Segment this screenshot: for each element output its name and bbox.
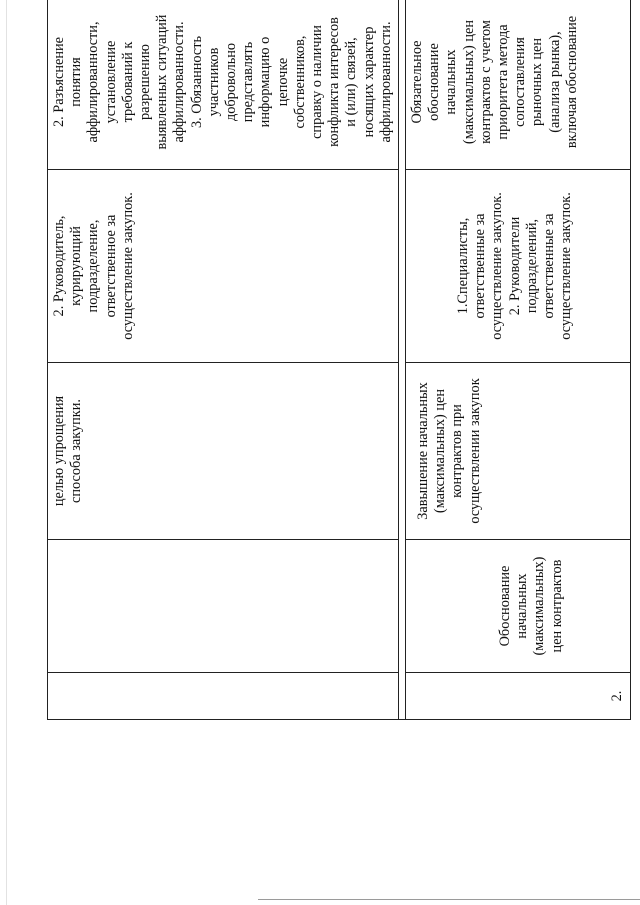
- cell-responsible: 2. Руководитель, курирующий подразделение, ответственное за осуществление закупок.: [48, 170, 399, 363]
- cell-name: [48, 540, 399, 673]
- cell-risk-text: целью упрощения способа закупки.: [51, 395, 85, 507]
- cell-number: 2.: [406, 673, 631, 720]
- cell-risk: Завышение начальных (максимальных) цен контрактов при осуществлении закупок: [406, 363, 631, 540]
- cell-name: Обоснование начальных (максимальных) цен контрактов: [406, 540, 631, 673]
- procurement-risk-table: [47, 0, 631, 720]
- row-separator: [399, 0, 406, 720]
- table-row: [48, 0, 399, 720]
- cell-measures: Обязательное обоснование начальных (максимальных) цен контрактов с учетом приоритета метода сопоставления рыночных цен (анализа рынка), включая обоснование: [406, 0, 631, 170]
- row-separator-cell: [399, 0, 406, 720]
- cell-risk: [48, 363, 399, 540]
- rotated-table-sheet: [47, 0, 626, 720]
- scan-edge-bottom: [258, 899, 640, 900]
- cell-measures: 2. Разъяснение понятия аффилированности, установление требований к разрешению выявленных ситуаций аффилированности. 3. Обязанность участников добровольно представлять информацию о цепочке собственников, справку о наличии конфликта интересов и (или) связей, носящих характер аффилированности.: [48, 0, 399, 170]
- scan-edge-left: [6, 0, 7, 905]
- cell-responsible: 1.Специалисты, ответственные за осуществление закупок. 2. Руководители подразделений, ответственные за осуществление закупок.: [406, 170, 631, 363]
- table-row: [406, 0, 631, 720]
- cell-number: [48, 673, 399, 720]
